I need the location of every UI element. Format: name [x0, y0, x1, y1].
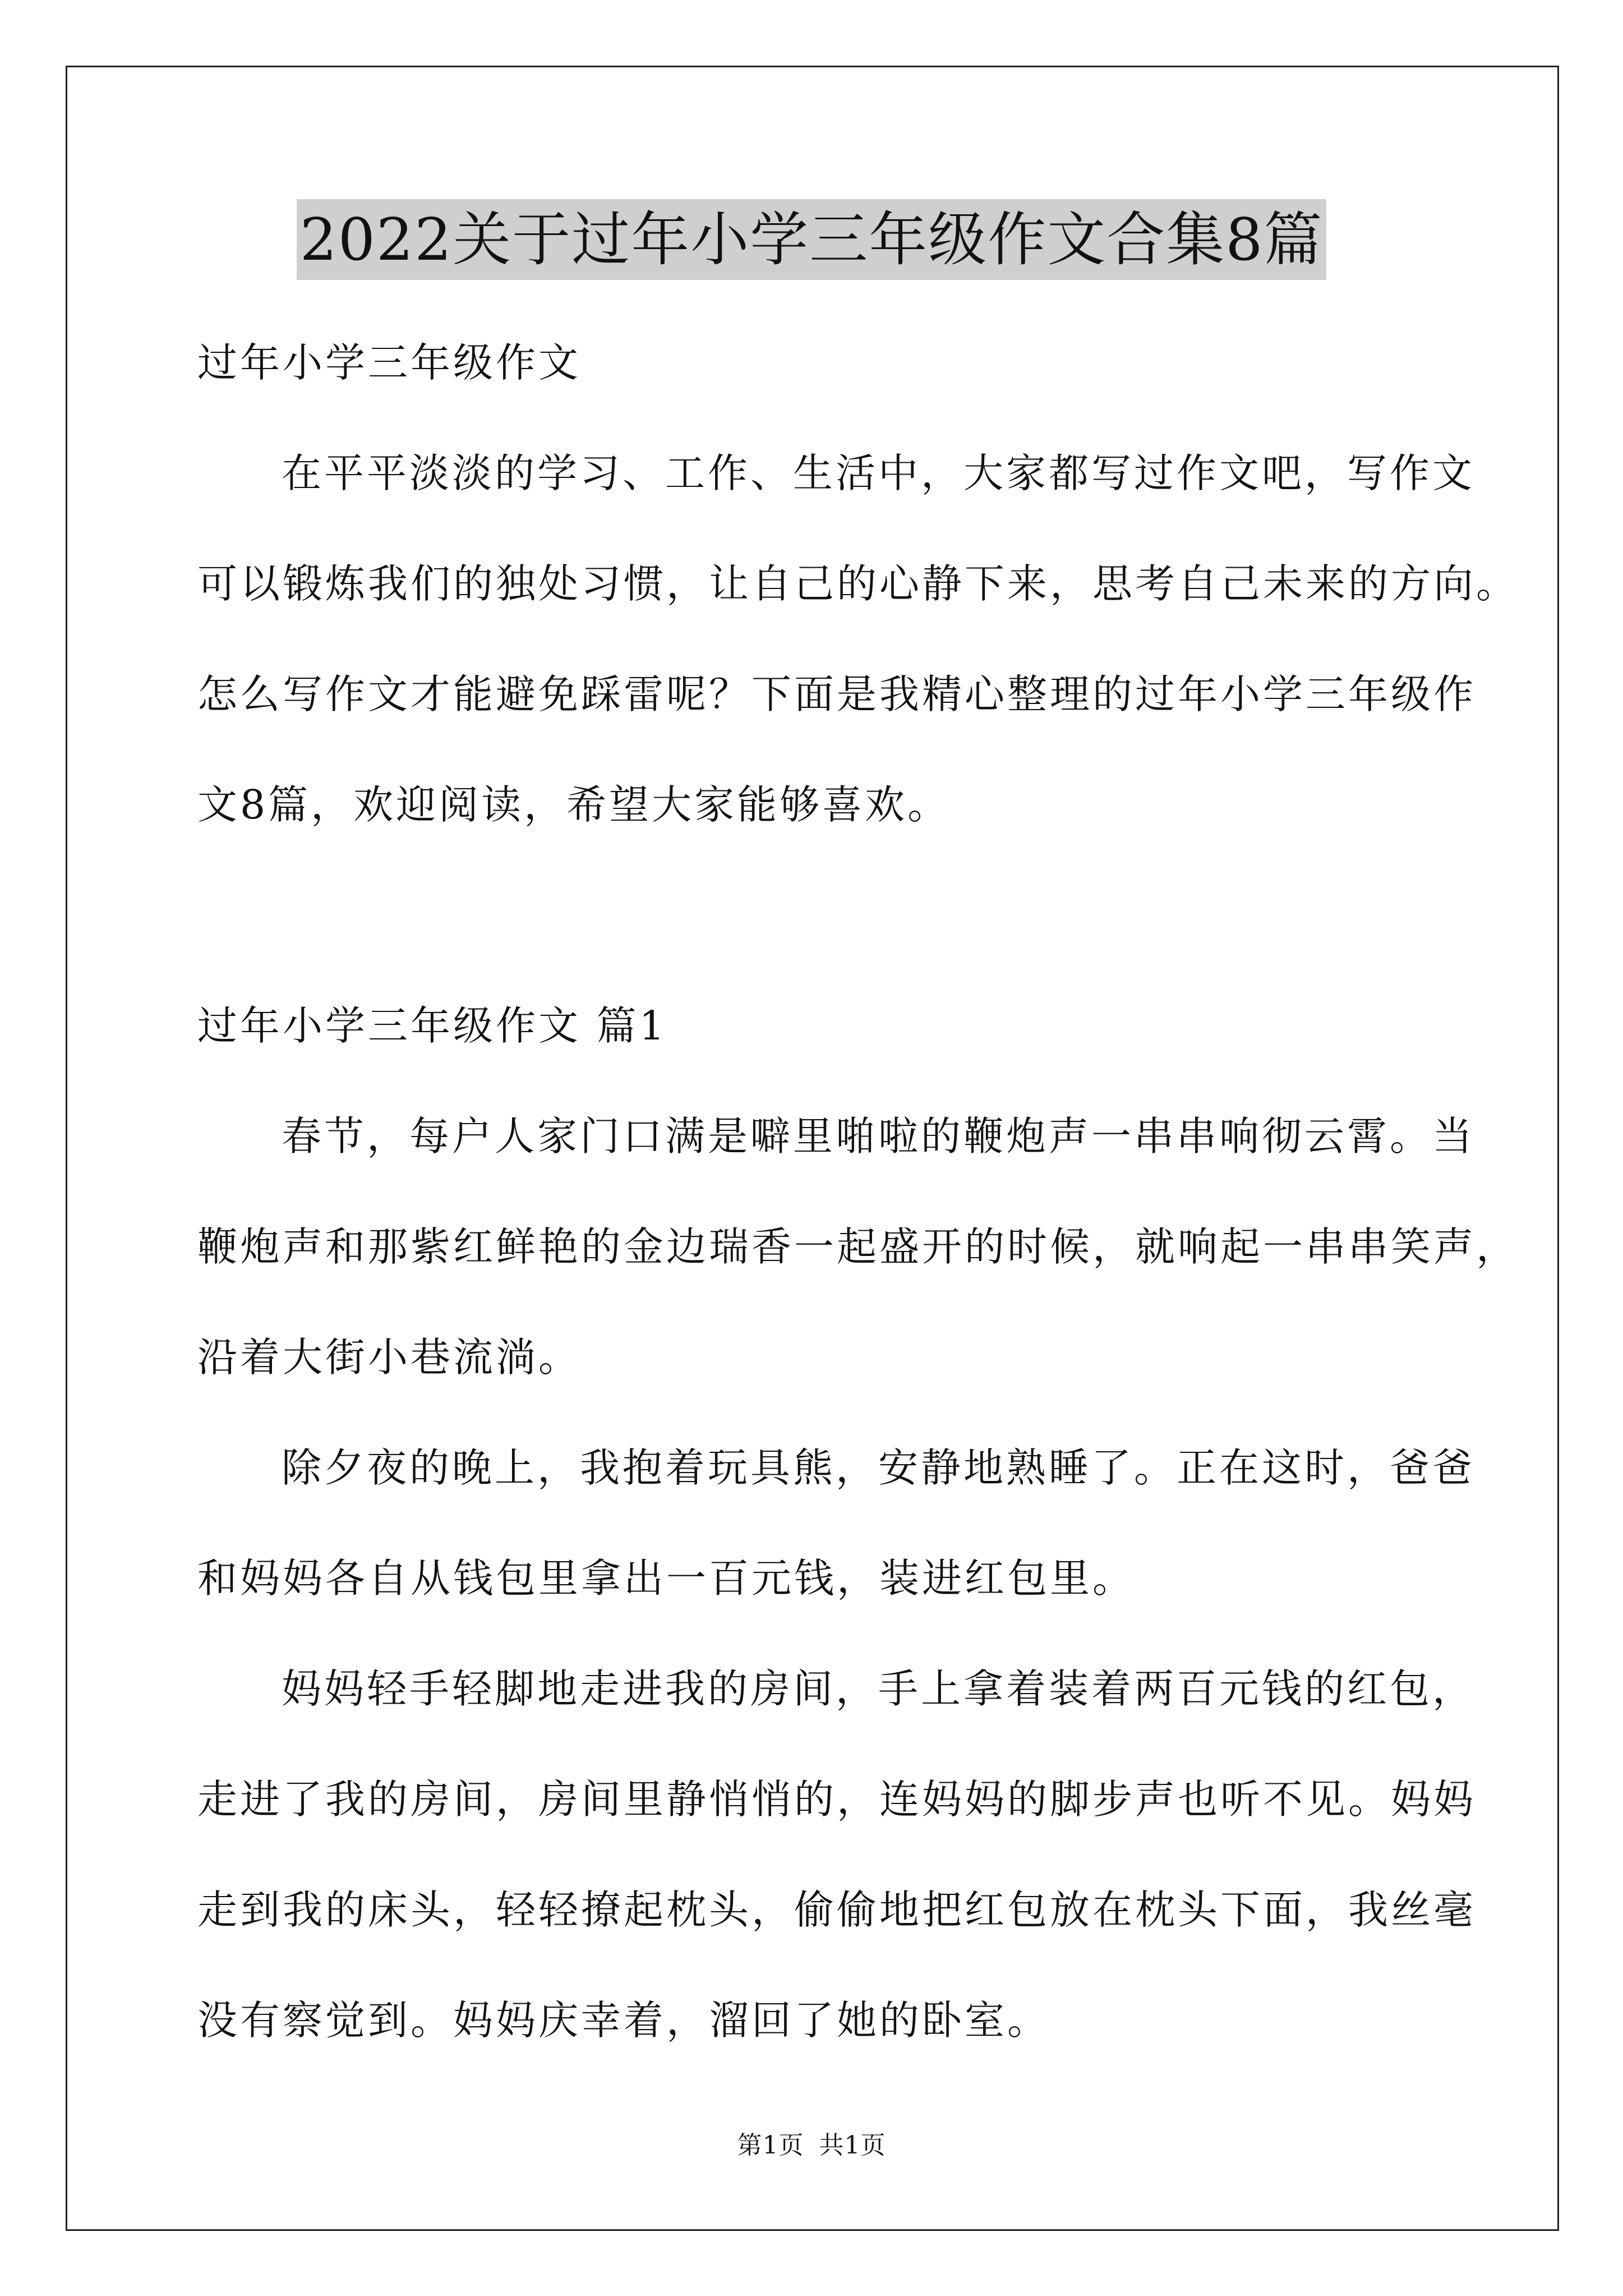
- title-container: [0, 199, 1623, 280]
- section-heading: 过年小学三年级作文 篇1: [197, 1002, 667, 1049]
- paragraph-line: 走到我的床头，轻轻撩起枕头，偷偷地把红包放在枕头下面，我丝毫: [197, 1887, 1477, 1933]
- paragraph-line: 怎么写作文才能避免踩雷呢？下面是我精心整理的过年小学三年级作: [197, 671, 1477, 717]
- section-heading: 过年小学三年级作文: [197, 339, 582, 386]
- paragraph-line: 沿着大街小巷流淌。: [197, 1334, 582, 1381]
- blank-line: [197, 860, 1431, 970]
- page-total: 共1页: [819, 2131, 886, 2160]
- document-title: 2022关于过年小学三年级作文合集8篇: [297, 199, 1327, 280]
- page-number: 第1页: [737, 2131, 804, 2160]
- paragraph-line: 和妈妈各自从钱包里拿出一百元钱，装进红包里。: [197, 1555, 1136, 1602]
- paragraph-line: 文8篇，欢迎阅读，希望大家能够喜欢。: [197, 781, 951, 828]
- paragraph-line: 鞭炮声和那紫红鲜艳的金边瑞香一起盛开的时候，就响起一串串笑声，: [197, 1223, 1519, 1270]
- paragraph-line: 春节，每户人家门口满是噼里啪啦的鞭炮声一串串响彻云霄。当: [282, 1113, 1476, 1159]
- paragraph-line: 可以锻炼我们的独处习惯，让自己的心静下来，思考自己未来的方向。: [197, 560, 1519, 607]
- paragraph-line: 走进了我的房间，房间里静悄悄的，连妈妈的脚步声也听不见。妈妈: [197, 1776, 1477, 1823]
- paragraph-line: 在平平淡淡的学习、工作、生活中，大家都写过作文吧，写作文: [282, 450, 1476, 496]
- paragraph-line: 没有察觉到。妈妈庆幸着，溜回了她的卧室。: [197, 1997, 1050, 2044]
- document-body: [197, 307, 1519, 2076]
- paragraph-line: 除夕夜的晚上，我抱着玩具熊，安静地熟睡了。正在这时，爸爸: [282, 1444, 1476, 1491]
- page-footer: [0, 2129, 1623, 2162]
- paragraph-line: 妈妈轻手轻脚地走进我的房间，手上拿着装着两百元钱的红包，: [282, 1665, 1476, 1712]
